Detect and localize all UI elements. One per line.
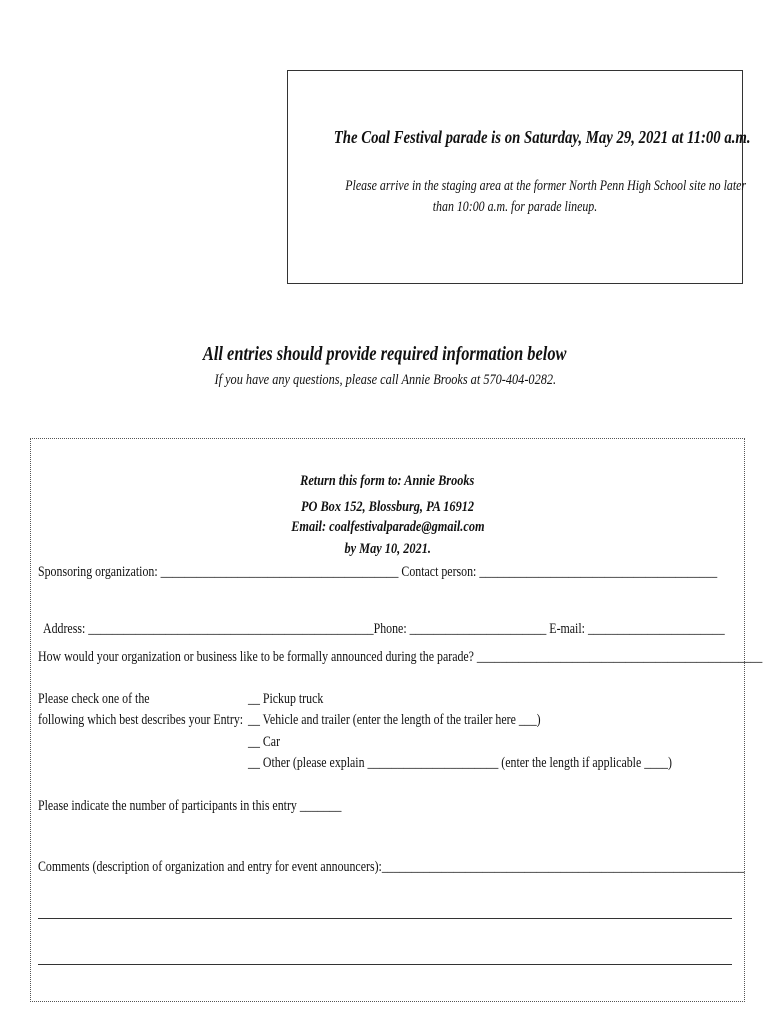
return-line-1-text: Return this form to: Annie Brooks <box>300 473 475 489</box>
option-car-text: __ Car <box>248 734 281 750</box>
participants-label: Please indicate the number of participants in this entry _______ <box>38 798 342 814</box>
option-other[interactable] <box>248 755 765 772</box>
notice-body-line1-text: Please arrive in the staging area at the former North Penn High School site no later <box>345 178 747 194</box>
participants-field[interactable] <box>38 798 408 815</box>
option-car[interactable] <box>248 734 287 751</box>
comments-line-2[interactable] <box>38 964 732 965</box>
option-pickup-truck-text: __ Pickup truck <box>248 691 324 707</box>
page-subheading-text: If you have any questions, please call Annie Brooks at 570-404-0282. <box>214 372 556 388</box>
option-vehicle-trailer-text: __ Vehicle and trailer (enter the length of the trailer here ___) <box>248 712 541 728</box>
notice-box <box>287 70 751 284</box>
entry-form <box>30 438 763 1002</box>
address-phone-email-label: Address: ________________________________________________Phone: _______________________ E-mail: _______________________ <box>43 621 725 637</box>
comments-field[interactable] <box>38 859 770 876</box>
entry-type-label-2-text: following which best describes your Entry: <box>38 712 244 728</box>
notice-title-text: The Coal Festival parade is on Saturday, May 29, 2021 at 11:00 a.m. <box>333 127 751 147</box>
option-vehicle-trailer[interactable] <box>248 712 605 729</box>
notice-body-line1 <box>308 176 747 197</box>
entry-type-label-1-text: Please check one of the <box>38 691 150 707</box>
comments-line-1[interactable] <box>38 918 732 919</box>
return-address-text: PO Box 152, Blossburg, PA 16912 <box>300 499 475 515</box>
return-deadline-text: by May 10, 2021. <box>344 541 431 557</box>
option-other-text: __ Other (please explain ______________________ (enter the length if applicable ____) <box>248 755 672 771</box>
sponsoring-organization-label: Sponsoring organization: ________________________________________ Contact person: ________________________________________ <box>38 564 718 580</box>
comments-label: Comments (description of organization and entry for event announcers):_____________________________________________________________ <box>38 859 745 875</box>
announcement-label: How would your organization or business like to be formally announced during the parade? ________________________________________________ <box>38 649 763 665</box>
return-address <box>31 499 744 516</box>
return-email <box>31 519 744 536</box>
page-subheading <box>0 372 770 389</box>
option-pickup-truck[interactable] <box>248 691 340 708</box>
announcement-field[interactable] <box>38 649 770 666</box>
page-heading-text: All entries should provide required information below <box>203 343 567 365</box>
notice-body-line2 <box>308 197 722 218</box>
return-email-text: Email: coalfestivalparade@gmail.com <box>290 519 485 535</box>
return-deadline <box>31 541 744 558</box>
return-line-1 <box>31 473 744 490</box>
address-phone-email-field[interactable] <box>43 621 770 638</box>
sponsoring-organization-field[interactable] <box>38 564 770 581</box>
entry-type-label-1 <box>38 691 174 708</box>
page-heading <box>0 343 770 366</box>
notice-body-line2-text: than 10:00 a.m. for parade lineup. <box>432 199 598 215</box>
notice-title <box>288 127 751 148</box>
notice-body <box>308 176 747 218</box>
